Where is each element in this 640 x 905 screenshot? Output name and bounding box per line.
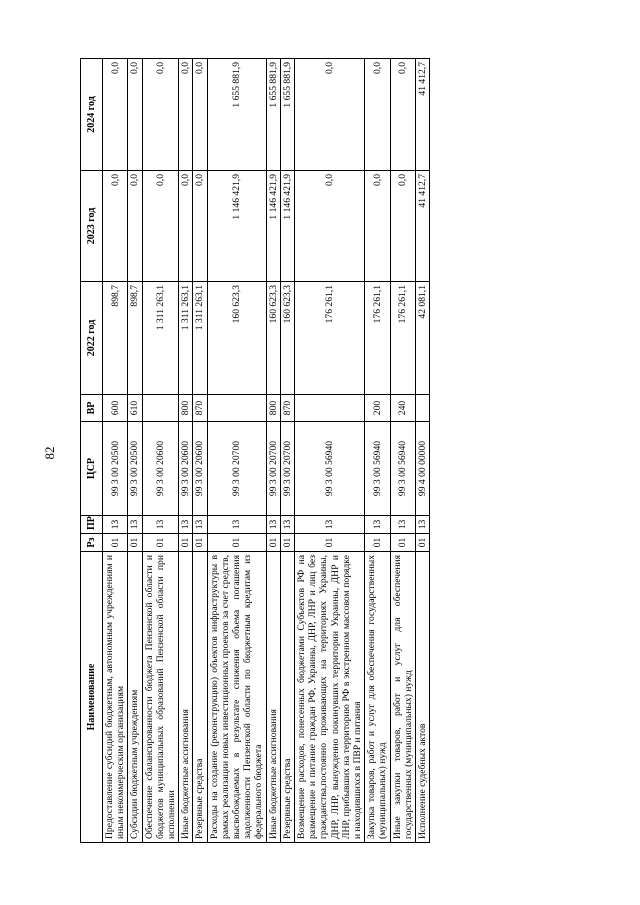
cell-csr: 99 3 00 56940 <box>365 422 390 516</box>
cell-pr: 13 <box>193 516 207 534</box>
cell-vr: 240 <box>390 395 415 422</box>
header-2022: 2022 год <box>81 282 103 395</box>
cell-2024: 0,0 <box>128 59 142 171</box>
header-2024: 2024 год <box>81 59 103 171</box>
header-vr: ВР <box>81 395 103 422</box>
cell-name: Иные бюджетные ассигнования <box>266 552 280 843</box>
cell-vr: 800 <box>179 395 193 422</box>
cell-rz: 01 <box>280 534 294 552</box>
rotated-table-container <box>80 59 604 843</box>
table-row <box>365 59 390 843</box>
cell-2023: 0,0 <box>295 171 365 282</box>
cell-rz: 01 <box>103 534 128 552</box>
table-row <box>390 59 415 843</box>
cell-2024: 1 655 881,9 <box>280 59 294 171</box>
cell-2024: 0,0 <box>193 59 207 171</box>
cell-vr: 870 <box>280 395 294 422</box>
cell-csr: 99 3 00 20500 <box>103 422 128 516</box>
cell-vr: 800 <box>266 395 280 422</box>
cell-name: Исполнение судебных актов <box>416 552 430 843</box>
cell-2023: 0,0 <box>365 171 390 282</box>
cell-name: Субсидии бюджетным учреждениям <box>128 552 142 843</box>
table-row <box>193 59 207 843</box>
header-csr: ЦСР <box>81 422 103 516</box>
cell-vr: 610 <box>128 395 142 422</box>
cell-csr: 99 3 00 20600 <box>142 422 179 516</box>
cell-csr: 99 3 00 20700 <box>280 422 294 516</box>
cell-vr: 870 <box>193 395 207 422</box>
cell-name: Иные бюджетные ассигнования <box>179 552 193 843</box>
cell-csr: 99 4 00 00000 <box>416 422 430 516</box>
cell-vr: 200 <box>365 395 390 422</box>
table-row <box>280 59 294 843</box>
cell-rz: 01 <box>128 534 142 552</box>
cell-2023: 0,0 <box>103 171 128 282</box>
cell-rz: 01 <box>266 534 280 552</box>
table-row <box>207 59 266 843</box>
cell-pr: 13 <box>142 516 179 534</box>
cell-pr: 13 <box>416 516 430 534</box>
cell-name: Обеспечение сбалансированности бюджета Пензенской области и бюджетов муниципальных образований Пензенской области при исполнении <box>142 552 179 843</box>
cell-csr: 99 3 00 56940 <box>390 422 415 516</box>
cell-vr <box>416 395 430 422</box>
cell-vr <box>295 395 365 422</box>
budget-table <box>80 58 430 843</box>
cell-rz: 01 <box>193 534 207 552</box>
table-row <box>128 59 142 843</box>
cell-2022: 176 261,1 <box>295 282 365 395</box>
cell-name: Возмещение расходов, понесенных бюджетами Субъектов РФ на размещение и питание граждан РФ, Украины, ДНР, ЛНР и лиц без гражданства,постоянно проживающих на территориях Украины, ДНР, ЛНР, вынужденно покинувших территории Украины, ДНР и ЛНР, прибывших на территорию РФ в экстренном массовом порядке и находившихся в ПВР и питания <box>295 552 365 843</box>
cell-2023: 1 146 421,9 <box>266 171 280 282</box>
table-row <box>142 59 179 843</box>
cell-name: Иные закупки товаров, работ и услуг для обеспечения государственных (муниципальных) нужд <box>390 552 415 843</box>
cell-2023: 0,0 <box>128 171 142 282</box>
cell-2024: 0,0 <box>179 59 193 171</box>
cell-2022: 898,7 <box>128 282 142 395</box>
cell-pr: 13 <box>103 516 128 534</box>
cell-pr: 13 <box>295 516 365 534</box>
cell-2022: 176 261,1 <box>365 282 390 395</box>
table-row <box>266 59 280 843</box>
cell-name: Резервные средства <box>193 552 207 843</box>
cell-2023: 41 412,7 <box>416 171 430 282</box>
cell-2022: 898,7 <box>103 282 128 395</box>
header-pr: ПР <box>81 516 103 534</box>
cell-rz: 01 <box>365 534 390 552</box>
cell-2023: 1 146 421,9 <box>207 171 266 282</box>
cell-vr <box>142 395 179 422</box>
cell-csr: 99 3 00 20700 <box>207 422 266 516</box>
cell-2022: 160 623,3 <box>280 282 294 395</box>
table-body <box>103 59 430 843</box>
cell-2023: 0,0 <box>193 171 207 282</box>
header-name: Наименование <box>81 552 103 843</box>
cell-2022: 42 081,1 <box>416 282 430 395</box>
cell-2023: 0,0 <box>179 171 193 282</box>
cell-2022: 160 623,3 <box>207 282 266 395</box>
page-number: 82 <box>42 446 57 460</box>
cell-2024: 0,0 <box>103 59 128 171</box>
cell-pr: 13 <box>207 516 266 534</box>
cell-pr: 13 <box>280 516 294 534</box>
cell-pr: 13 <box>266 516 280 534</box>
cell-csr: 99 3 00 20600 <box>193 422 207 516</box>
cell-pr: 13 <box>128 516 142 534</box>
cell-2022: 1 311 263,1 <box>179 282 193 395</box>
cell-rz: 01 <box>179 534 193 552</box>
cell-name: Закупка товаров, работ и услуг для обеспечения государственных (муниципальных) нужд <box>365 552 390 843</box>
cell-rz: 01 <box>390 534 415 552</box>
cell-name: Предоставление субсидий бюджетным, автономным учреждениям и иным некоммерческим организациям <box>103 552 128 843</box>
cell-2022: 160 623,3 <box>266 282 280 395</box>
table-header-row <box>81 59 103 843</box>
cell-2024: 0,0 <box>295 59 365 171</box>
cell-2022: 1 311 263,1 <box>142 282 179 395</box>
table-row <box>179 59 193 843</box>
cell-2024: 1 655 881,9 <box>207 59 266 171</box>
cell-2022: 1 311 263,1 <box>193 282 207 395</box>
cell-vr <box>207 395 266 422</box>
cell-vr: 600 <box>103 395 128 422</box>
table-row <box>295 59 365 843</box>
cell-pr: 13 <box>365 516 390 534</box>
cell-2023: 0,0 <box>390 171 415 282</box>
header-rz: Рз <box>81 534 103 552</box>
cell-name: Резервные средства <box>280 552 294 843</box>
cell-2024: 0,0 <box>365 59 390 171</box>
cell-2024: 0,0 <box>390 59 415 171</box>
cell-2023: 0,0 <box>142 171 179 282</box>
cell-csr: 99 3 00 20500 <box>128 422 142 516</box>
cell-csr: 99 3 00 20600 <box>179 422 193 516</box>
cell-2023: 1 146 421,9 <box>280 171 294 282</box>
header-2023: 2023 год <box>81 171 103 282</box>
cell-rz: 01 <box>142 534 179 552</box>
cell-2024: 41 412,7 <box>416 59 430 171</box>
cell-rz: 01 <box>207 534 266 552</box>
cell-csr: 99 3 00 56940 <box>295 422 365 516</box>
cell-2024: 0,0 <box>142 59 179 171</box>
cell-pr: 13 <box>390 516 415 534</box>
cell-2022: 176 261,1 <box>390 282 415 395</box>
cell-pr: 13 <box>179 516 193 534</box>
cell-name: Расходы на создание (реконструкцию) объектов инфраструктуры в рамках реализации новых инвестиционных проектов за счет средств, высвобождаемых в результате снижения объема погашения задолженности Пензенской области по бюджетным кредитам из федерального бюджета <box>207 552 266 843</box>
table-row <box>103 59 128 843</box>
cell-rz: 01 <box>416 534 430 552</box>
cell-rz: 01 <box>295 534 365 552</box>
table-row <box>416 59 430 843</box>
cell-csr: 99 3 00 20700 <box>266 422 280 516</box>
cell-2024: 1 655 881,9 <box>266 59 280 171</box>
